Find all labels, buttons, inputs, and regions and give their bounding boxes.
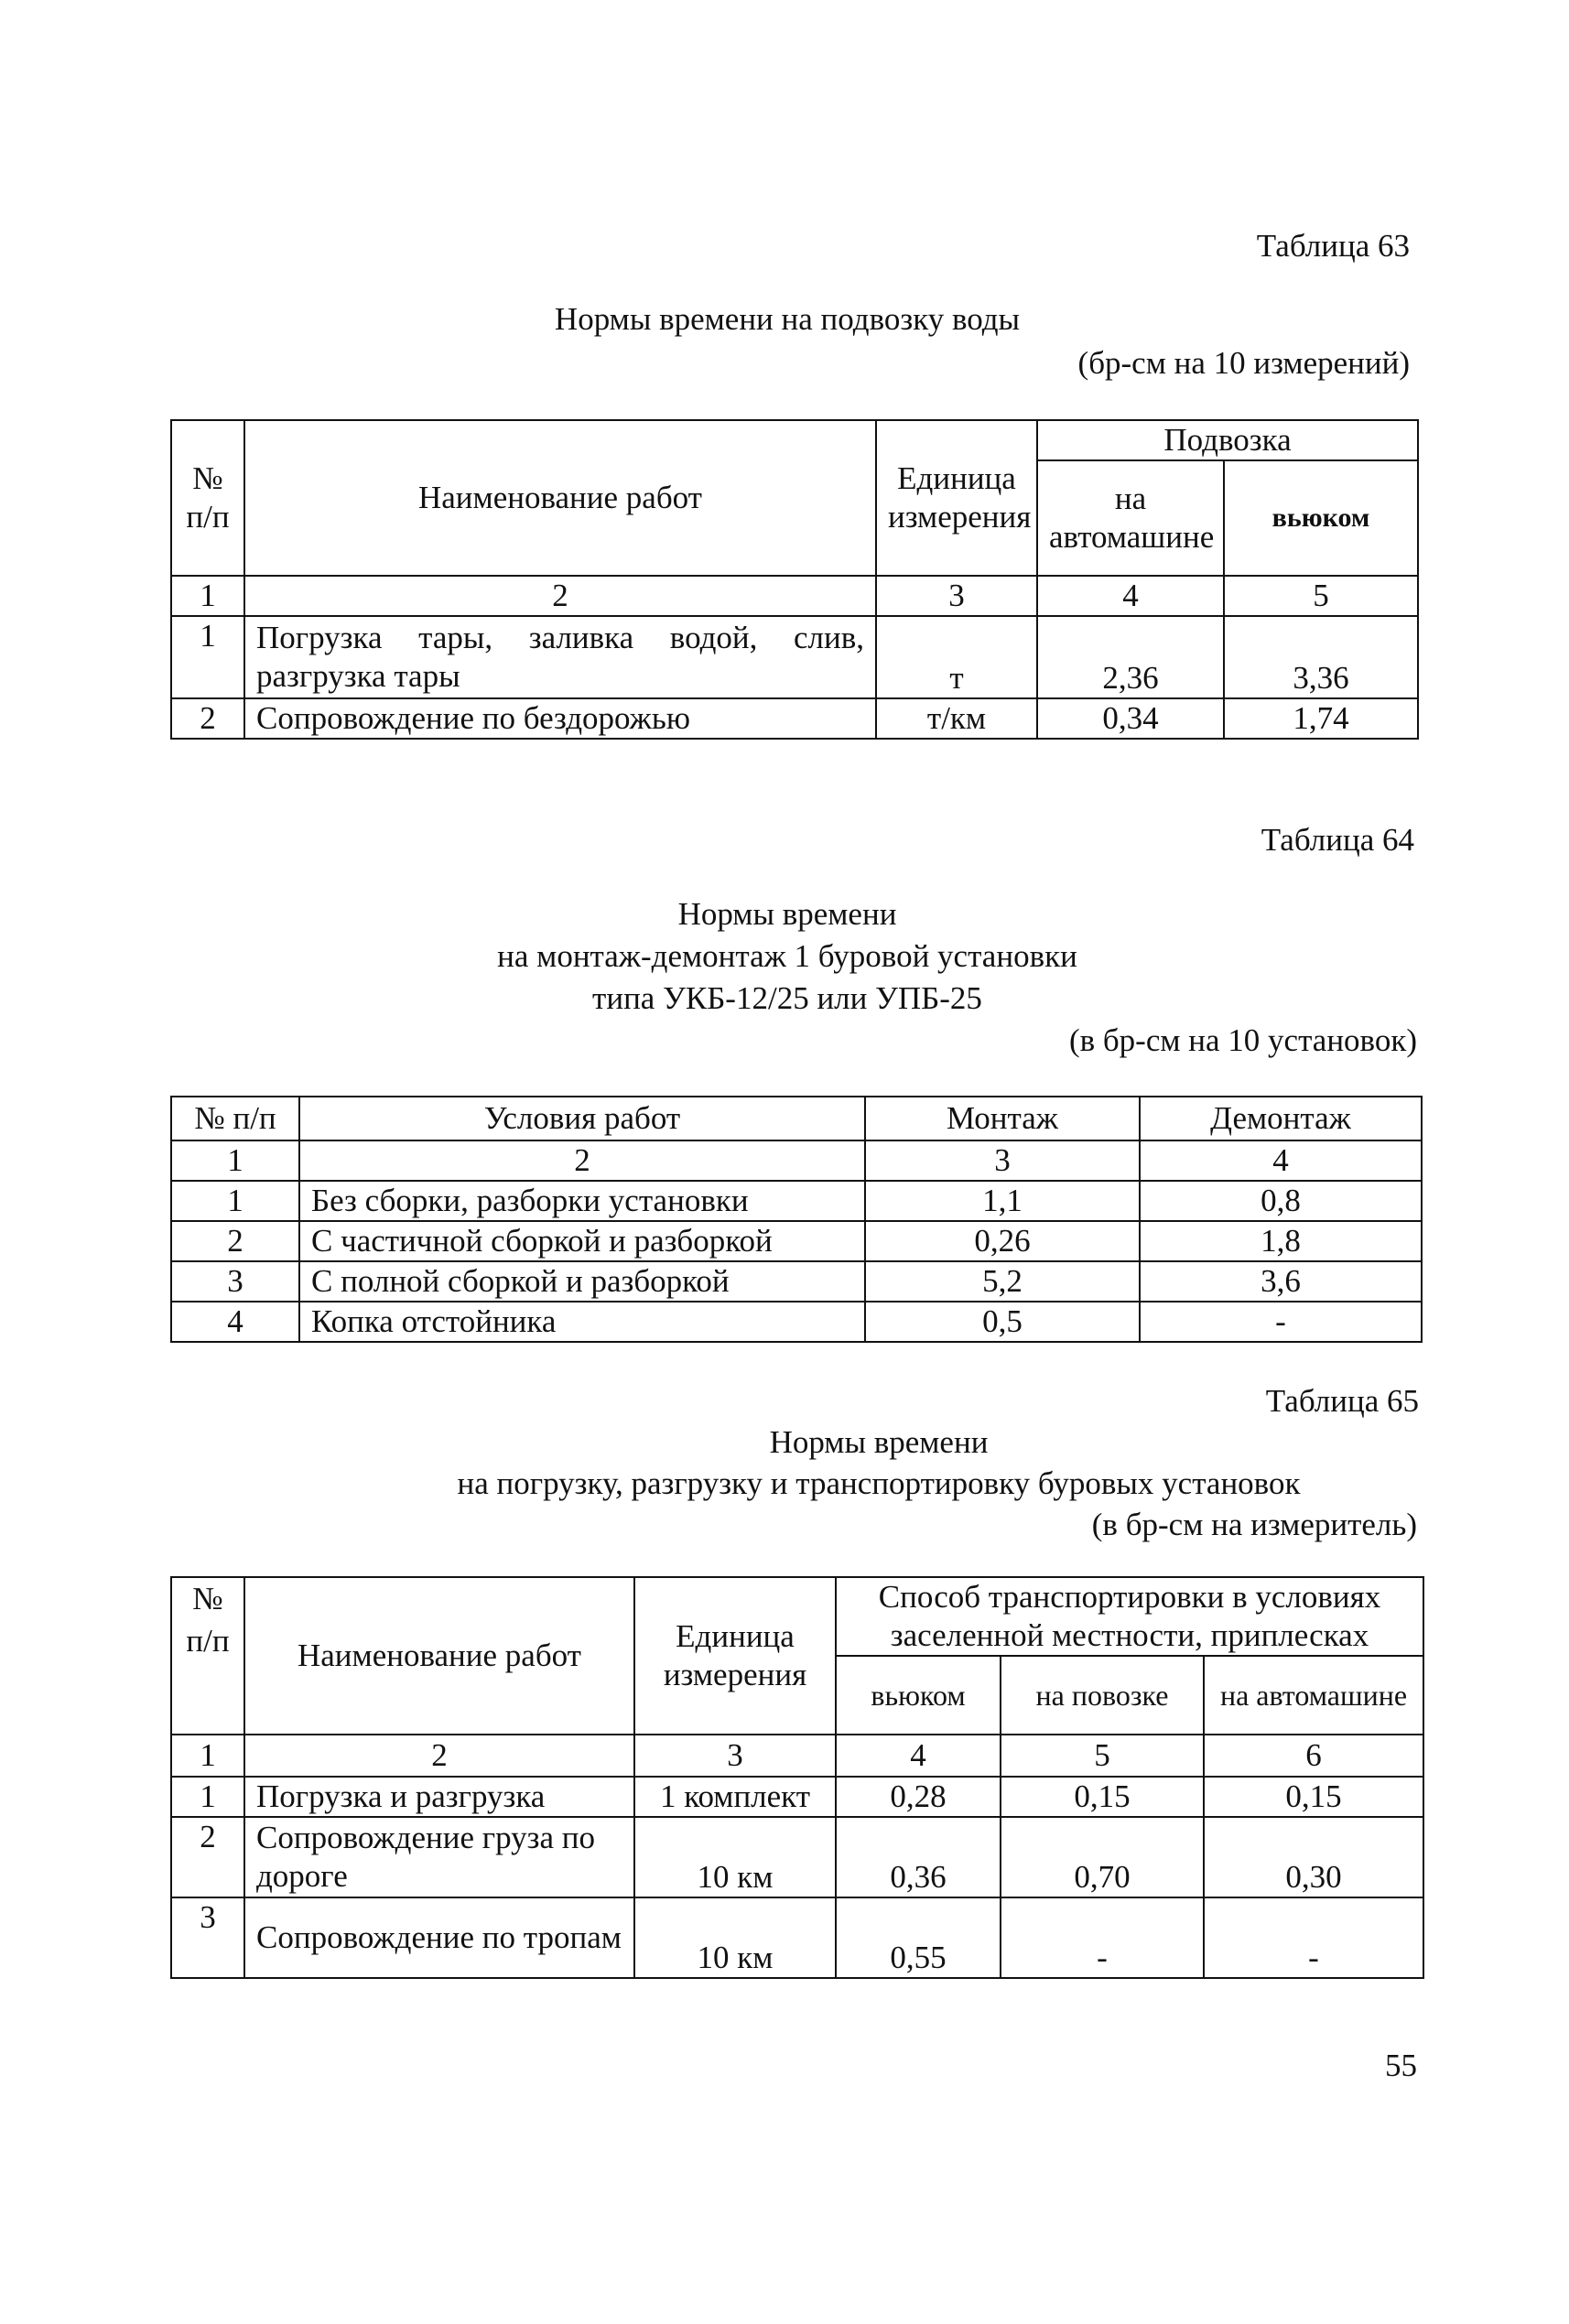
index-cell: 3 bbox=[865, 1140, 1140, 1181]
row-mounting: 1,1 bbox=[865, 1181, 1140, 1221]
header-num: № п/п bbox=[171, 420, 244, 576]
table-row bbox=[171, 1817, 1423, 1897]
index-cell: 5 bbox=[1224, 576, 1418, 616]
row-num: 4 bbox=[171, 1302, 299, 1342]
row-name: Сопровождение по тропам bbox=[244, 1897, 634, 1978]
index-cell: 3 bbox=[634, 1735, 836, 1777]
table-65-title-line-2: на погрузку, разгрузку и транспортировку буровых установок bbox=[457, 1465, 1301, 1501]
row-car: - bbox=[1204, 1897, 1423, 1978]
table-row bbox=[171, 1777, 1423, 1817]
row-mounting: 0,26 bbox=[865, 1221, 1140, 1261]
table-64-title-line-2: на монтаж-демонтаж 1 буровой установки bbox=[497, 938, 1077, 974]
index-cell: 4 bbox=[836, 1735, 1001, 1777]
index-cell: 5 bbox=[1001, 1735, 1204, 1777]
row-pack: 1,74 bbox=[1224, 698, 1418, 739]
table-63-caption: Таблица 63 bbox=[1256, 228, 1410, 264]
index-cell: 2 bbox=[244, 576, 876, 616]
row-num: 3 bbox=[171, 1897, 244, 1978]
table-row bbox=[171, 698, 1418, 739]
index-cell: 4 bbox=[1037, 576, 1224, 616]
table-65-caption: Таблица 65 bbox=[1265, 1383, 1419, 1419]
table-row bbox=[171, 1897, 1423, 1978]
index-cell: 2 bbox=[299, 1140, 865, 1181]
row-mounting: 5,2 bbox=[865, 1261, 1140, 1302]
header-unit: Единица измерения bbox=[634, 1577, 836, 1735]
header-group-delivery: Подвозка bbox=[1037, 420, 1418, 460]
row-mounting: 0,5 bbox=[865, 1302, 1140, 1342]
header-by-pack: вьюком bbox=[836, 1656, 1001, 1735]
table-row bbox=[171, 1261, 1422, 1302]
row-cart: - bbox=[1001, 1897, 1204, 1978]
row-pack: 0,36 bbox=[836, 1817, 1001, 1897]
row-unit: т/км bbox=[876, 698, 1037, 739]
header-mounting: Монтаж bbox=[865, 1097, 1140, 1140]
row-unit: 10 км bbox=[634, 1897, 836, 1978]
index-cell: 2 bbox=[244, 1735, 634, 1777]
row-dismounting: 0,8 bbox=[1140, 1181, 1422, 1221]
row-name: Сопровождение по бездорожью bbox=[244, 698, 876, 739]
row-conditions: С частичной сборкой и разборкой bbox=[299, 1221, 865, 1261]
row-cart: 0,15 bbox=[1001, 1777, 1204, 1817]
table-63-title: Нормы времени на подвозку воды bbox=[554, 301, 1021, 337]
index-cell: 6 bbox=[1204, 1735, 1423, 1777]
header-by-car: на автомашине bbox=[1037, 460, 1224, 576]
index-cell: 3 bbox=[876, 576, 1037, 616]
row-num: 1 bbox=[171, 616, 244, 698]
row-car: 0,34 bbox=[1037, 698, 1224, 739]
row-dismounting: 3,6 bbox=[1140, 1261, 1422, 1302]
row-unit: т bbox=[876, 616, 1037, 698]
table-65 bbox=[170, 1576, 1424, 1979]
header-conditions: Условия работ bbox=[299, 1097, 865, 1140]
row-car: 0,15 bbox=[1204, 1777, 1423, 1817]
table-row bbox=[171, 616, 1418, 698]
header-by-car: на автомашине bbox=[1204, 1656, 1423, 1735]
header-dismounting: Демонтаж bbox=[1140, 1097, 1422, 1140]
header-name: Наименование работ bbox=[244, 420, 876, 576]
header-name: Наименование работ bbox=[244, 1577, 634, 1735]
row-dismounting: 1,8 bbox=[1140, 1221, 1422, 1261]
row-conditions: Без сборки, разборки установки bbox=[299, 1181, 865, 1221]
index-cell: 1 bbox=[171, 576, 244, 616]
row-num: 2 bbox=[171, 1817, 244, 1897]
header-num: № п/п bbox=[171, 1097, 299, 1140]
index-cell: 4 bbox=[1140, 1140, 1422, 1181]
table-row bbox=[171, 1181, 1422, 1221]
row-pack: 3,36 bbox=[1224, 616, 1418, 698]
row-num: 1 bbox=[171, 1181, 299, 1221]
table-64-title-line-3: типа УКБ-12/25 или УПБ-25 bbox=[592, 980, 982, 1016]
row-dismounting: - bbox=[1140, 1302, 1422, 1342]
header-num: № п/п bbox=[171, 1577, 244, 1735]
header-by-cart: на повозке bbox=[1001, 1656, 1204, 1735]
table-row bbox=[171, 1221, 1422, 1261]
table-63 bbox=[170, 419, 1419, 740]
table-64-caption: Таблица 64 bbox=[1261, 822, 1414, 858]
row-name: Погрузка тары, заливка водой, слив, разгрузка тары bbox=[244, 616, 876, 698]
table-64 bbox=[170, 1096, 1423, 1343]
table-64-title-line-1: Нормы времени bbox=[677, 896, 897, 932]
row-cart: 0,70 bbox=[1001, 1817, 1204, 1897]
index-cell: 1 bbox=[171, 1735, 244, 1777]
row-unit: 1 комплект bbox=[634, 1777, 836, 1817]
row-num: 2 bbox=[171, 1221, 299, 1261]
index-cell: 1 bbox=[171, 1140, 299, 1181]
table-row bbox=[171, 1302, 1422, 1342]
row-car: 2,36 bbox=[1037, 616, 1224, 698]
header-group-transport-method: Способ транспортировки в условиях заселенной местности, приплесках bbox=[836, 1577, 1423, 1656]
table-64-unit-note: (в бр-см на 10 установок) bbox=[1068, 1022, 1417, 1058]
row-pack: 0,28 bbox=[836, 1777, 1001, 1817]
row-conditions: С полной сборкой и разборкой bbox=[299, 1261, 865, 1302]
row-name: Сопровождение груза по дороге bbox=[244, 1817, 634, 1897]
row-num: 1 bbox=[171, 1777, 244, 1817]
row-conditions: Копка отстойника bbox=[299, 1302, 865, 1342]
header-by-pack: вьюком bbox=[1224, 460, 1418, 576]
table-65-title-line-1: Нормы времени bbox=[769, 1424, 989, 1460]
row-pack: 0,55 bbox=[836, 1897, 1001, 1978]
table-65-unit-note: (в бр-см на измеритель) bbox=[1091, 1507, 1417, 1542]
row-num: 2 bbox=[171, 698, 244, 739]
row-name: Погрузка и разгрузка bbox=[244, 1777, 634, 1817]
row-car: 0,30 bbox=[1204, 1817, 1423, 1897]
page-number: 55 bbox=[1385, 2048, 1417, 2083]
row-unit: 10 км bbox=[634, 1817, 836, 1897]
row-num: 3 bbox=[171, 1261, 299, 1302]
table-63-unit-note: (бр-см на 10 измерений) bbox=[1077, 345, 1410, 381]
header-unit: Единица измерения bbox=[876, 420, 1037, 576]
